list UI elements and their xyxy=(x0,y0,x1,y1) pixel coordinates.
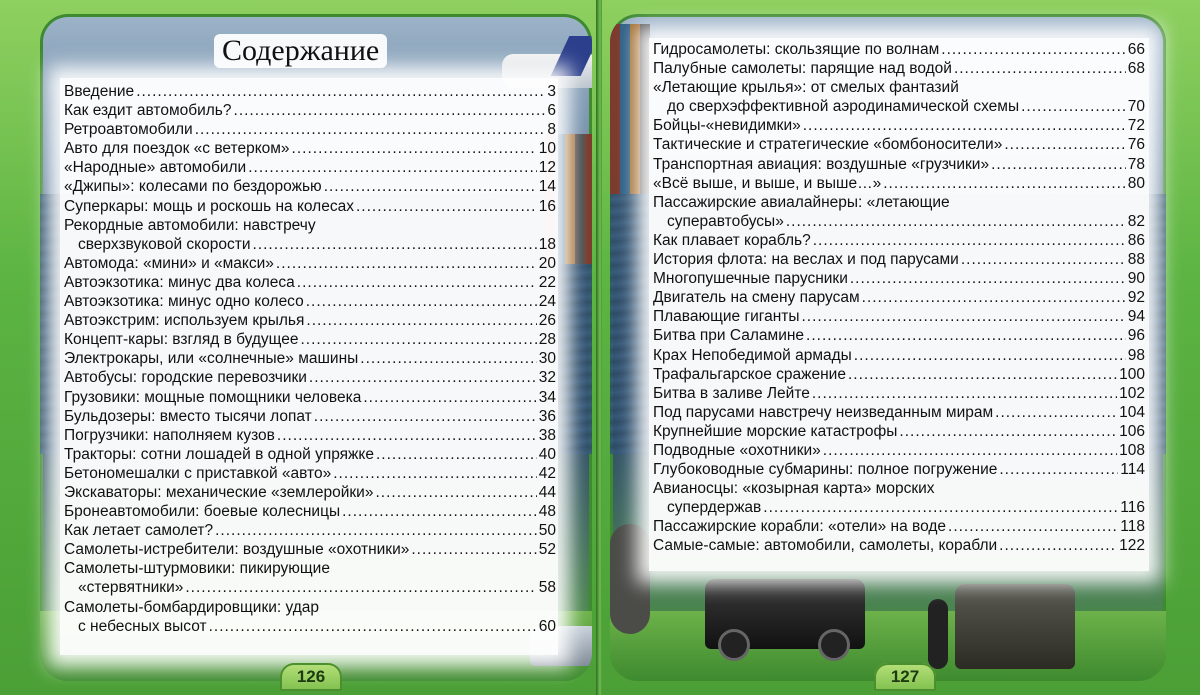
toc-page-number: 8 xyxy=(547,121,556,139)
toc-page-number: 3 xyxy=(547,83,556,100)
toc-entry xyxy=(653,174,1145,193)
toc-entry-title: Как плавает корабль? xyxy=(653,231,811,249)
toc-entry xyxy=(64,254,556,273)
leader-dots xyxy=(850,269,1126,288)
leader-dots xyxy=(995,403,1117,422)
leader-dots xyxy=(991,155,1126,174)
toc-entry-title: Подводные «охотники» xyxy=(653,441,821,459)
toc-entry xyxy=(64,82,556,101)
toc-page-number: 72 xyxy=(1127,117,1145,135)
toc-entry-title: Двигатель на смену парусам xyxy=(653,289,860,307)
toc-entry xyxy=(653,403,1145,422)
toc-entry-title: Бульдозеры: вместо тысячи лопат xyxy=(64,407,312,425)
toc-entry-title: Пассажирские корабли: «отели» на воде xyxy=(653,518,947,536)
toc-entry-title: Рекордные автомобили: навстречу xyxy=(64,216,316,234)
leader-dots xyxy=(961,250,1126,269)
toc-entry-title: «Летающие крылья»: от смелых фантазий xyxy=(653,79,959,97)
toc-entry-title: «Джипы»: колесами по бездорожью xyxy=(64,178,322,196)
toc-page-number: 106 xyxy=(1119,422,1145,440)
toc-page-number: 12 xyxy=(538,159,556,177)
racer-illustration xyxy=(928,599,948,669)
toc-page-number: 40 xyxy=(538,445,556,463)
toc-entry xyxy=(653,250,1145,269)
toc-page-number: 10 xyxy=(538,140,556,158)
toc-entry xyxy=(653,517,1145,536)
leader-dots xyxy=(806,326,1126,345)
toc-page-number: 76 xyxy=(1127,136,1145,154)
toc-entry xyxy=(64,464,556,483)
toc-page-number: 58 xyxy=(538,579,556,597)
toc-entry xyxy=(653,326,1145,345)
toc-entry xyxy=(64,540,556,559)
toc-page-number: 118 xyxy=(1120,518,1145,536)
toc-entry-title: Как ездит автомобиль? xyxy=(64,102,232,120)
leader-dots xyxy=(823,441,1117,460)
toc-entry xyxy=(653,460,1145,479)
left-page xyxy=(0,0,598,695)
toc-entry xyxy=(64,502,556,521)
toc-entry-title: Автоэкзотика: минус два колеса xyxy=(64,273,295,291)
toc-page-number: 16 xyxy=(538,197,556,215)
leader-dots xyxy=(276,254,537,273)
toc-entry-title: Битва в заливе Лейте xyxy=(653,384,810,402)
toc-entry xyxy=(653,231,1145,250)
toc-page-number: 24 xyxy=(538,293,556,311)
toc-entry-title: Автомода: «мини» и «макси» xyxy=(64,254,274,272)
toc-entry xyxy=(64,311,556,330)
leader-dots xyxy=(1021,97,1126,116)
leader-dots xyxy=(306,292,537,311)
toc-entry-title: Палубные самолеты: парящие над водой xyxy=(653,60,952,78)
toc-page-number: 116 xyxy=(1120,499,1145,517)
toc-entry-title: Ретроавтомобили xyxy=(64,121,193,139)
leader-dots xyxy=(234,101,546,120)
toc-entry xyxy=(653,365,1145,384)
toc-page-number: 52 xyxy=(538,541,556,559)
toc-entry xyxy=(64,426,556,445)
toc-entry-title: Электрокары, или «солнечные» машины xyxy=(64,350,359,368)
toc-entry-title: Концепт-кары: взгляд в будущее xyxy=(64,331,299,349)
toc-entry xyxy=(653,155,1145,174)
toc-entry xyxy=(64,177,556,196)
toc-page-number: 22 xyxy=(538,273,556,291)
toc-entry xyxy=(64,197,556,216)
toc-page-number: 38 xyxy=(538,426,556,444)
toc-entry xyxy=(64,101,556,120)
page-number-right: 127 xyxy=(874,663,936,691)
toc-entry-title: Суперкары: мощь и роскошь на колесах xyxy=(64,197,354,215)
leader-dots xyxy=(999,536,1117,555)
toc-entry-title: Введение xyxy=(64,83,135,100)
toc-entry-title: Экскаваторы: механические «землеройки» xyxy=(64,483,374,501)
toc-entry-title: «Народные» автомобили xyxy=(64,159,247,177)
leader-dots xyxy=(248,158,537,177)
toc-page-number: 86 xyxy=(1127,231,1145,249)
toc-page-number: 28 xyxy=(538,331,556,349)
leader-dots xyxy=(375,483,536,502)
toc-entry-title-continued: суперавтобусы» xyxy=(667,212,784,230)
toc-entry xyxy=(653,135,1145,154)
leader-dots xyxy=(763,498,1118,517)
leader-dots xyxy=(999,460,1118,479)
leader-dots xyxy=(941,40,1125,59)
leader-dots xyxy=(1004,135,1125,154)
toc-entry-title: Трафальгарское сражение xyxy=(653,365,846,383)
toc-entry xyxy=(64,368,556,387)
toc-entry-title: Крах Непобедимой армады xyxy=(653,346,852,364)
toc-entry-title: Крупнейшие морские катастрофы xyxy=(653,422,898,440)
toc-page-number: 66 xyxy=(1127,41,1145,58)
toc-entry xyxy=(653,40,1145,59)
toc-entry xyxy=(64,158,556,177)
toc-page-number: 94 xyxy=(1127,308,1145,326)
toc-page-number: 68 xyxy=(1127,60,1145,78)
suv-wheel-icon xyxy=(718,629,750,661)
toc-entry-title-continued: супердержав xyxy=(667,499,762,517)
leader-dots xyxy=(324,177,537,196)
toc-page-number: 98 xyxy=(1127,346,1145,364)
toc-page-number: 96 xyxy=(1127,327,1145,345)
right-page xyxy=(602,0,1200,695)
toc-entry-title: Авто для поездок «с ветерком» xyxy=(64,140,290,158)
toc-page-number: 42 xyxy=(538,464,556,482)
toc-page-number: 6 xyxy=(547,102,556,120)
toc-entry xyxy=(653,479,1145,517)
toc-page-number: 48 xyxy=(538,503,556,521)
toc-entry xyxy=(653,288,1145,307)
toc-entry-title: Глубоководные субмарины: полное погружение xyxy=(653,461,998,479)
toc-page-number: 70 xyxy=(1127,98,1145,116)
toc-entry-title: Бронеавтомобили: боевые колесницы xyxy=(64,503,341,521)
toc-page-number: 44 xyxy=(538,483,556,501)
toc-entry-title: Грузовики: мощные помощники человека xyxy=(64,388,362,406)
toc-page-number: 122 xyxy=(1119,537,1145,555)
leader-dots xyxy=(899,422,1117,441)
leader-dots xyxy=(803,116,1126,135)
leader-dots xyxy=(342,502,537,521)
toc-entry-title: Самые-самые: автомобили, самолеты, корабли xyxy=(653,537,998,555)
leader-dots xyxy=(786,212,1126,231)
toc-page-number: 78 xyxy=(1127,155,1145,173)
toc-entry xyxy=(64,598,556,636)
leader-dots xyxy=(954,59,1126,78)
toc-entry-title: Погрузчики: наполняем кузов xyxy=(64,426,275,444)
toc-entry xyxy=(64,292,556,311)
leader-dots xyxy=(277,426,537,445)
toc-page-number: 60 xyxy=(538,617,556,635)
toc-entry xyxy=(653,59,1145,78)
leader-dots xyxy=(813,231,1126,250)
toc-entry-title: Плавающие гиганты xyxy=(653,308,800,326)
toc-page-number: 90 xyxy=(1127,270,1145,288)
toc-entry xyxy=(653,116,1145,135)
leader-dots xyxy=(292,139,537,158)
toc-entry-title: Самолеты-бомбардировщики: удар xyxy=(64,598,320,616)
toc-page-number: 26 xyxy=(538,312,556,330)
toc-entry-title: Пассажирские авиалайнеры: «летающие xyxy=(653,193,950,211)
toc-page-number: 18 xyxy=(538,235,556,253)
leader-dots xyxy=(253,235,537,254)
toc-page-number: 88 xyxy=(1127,251,1145,269)
toc-entry-title: Автоэкстрим: используем крылья xyxy=(64,312,305,330)
truck-illustration xyxy=(955,584,1075,669)
leader-dots xyxy=(356,197,537,216)
leader-dots xyxy=(309,368,537,387)
toc-entry xyxy=(653,346,1145,365)
toc-entry xyxy=(64,330,556,349)
leader-dots xyxy=(301,330,537,349)
toc-entry-title-continued: «стервятники» xyxy=(78,579,184,597)
toc-entry-title-continued: сверхзвуковой скорости xyxy=(78,235,251,253)
toc-entry xyxy=(653,384,1145,403)
leader-dots xyxy=(948,517,1118,536)
leader-dots xyxy=(215,521,537,540)
toc-entry xyxy=(64,273,556,292)
toc-entry xyxy=(653,441,1145,460)
toc-entry-title: Гидросамолеты: скользящие по волнам xyxy=(653,41,940,58)
leader-dots xyxy=(848,365,1117,384)
toc-page-number: 36 xyxy=(538,407,556,425)
leader-dots xyxy=(376,445,537,464)
toc-entry xyxy=(653,78,1145,116)
toc-entry xyxy=(64,559,556,597)
toc-entry xyxy=(653,193,1145,231)
toc-page-number: 80 xyxy=(1127,174,1145,192)
suv-wheel-icon xyxy=(818,629,850,661)
toc-page-number: 30 xyxy=(538,350,556,368)
toc-entry xyxy=(653,422,1145,441)
toc-entry-title: История флота: на веслах и под парусами xyxy=(653,251,959,269)
toc-page-number: 102 xyxy=(1119,384,1145,402)
leader-dots xyxy=(812,384,1117,403)
toc-entry xyxy=(64,139,556,158)
page-title: Содержание xyxy=(214,34,387,68)
leader-dots xyxy=(360,349,536,368)
toc-page-number: 92 xyxy=(1127,289,1145,307)
leader-dots xyxy=(209,617,537,636)
toc-entry xyxy=(64,407,556,426)
toc-entry-title: Автобусы: городские перевозчики xyxy=(64,369,307,387)
toc-entry-title: Битва при Саламине xyxy=(653,327,805,345)
toc-entry-title-continued: до сверхэффективной аэродинамической схемы xyxy=(667,98,1020,116)
leader-dots xyxy=(195,120,546,139)
toc-page-number: 104 xyxy=(1119,403,1145,421)
toc-page-number: 32 xyxy=(538,369,556,387)
toc-entry-title: Многопушечные парусники xyxy=(653,270,848,288)
toc-list-right xyxy=(653,40,1145,556)
toc-entry xyxy=(64,216,556,254)
toc-entry-title: Самолеты-истребители: воздушные «охотники» xyxy=(64,541,410,559)
toc-entry-title: Авианосцы: «козырная карта» морских xyxy=(653,480,935,498)
leader-dots xyxy=(854,346,1126,365)
leader-dots xyxy=(306,311,536,330)
toc-entry-title: «Всё выше, и выше, и выше…» xyxy=(653,174,882,192)
toc-entry xyxy=(64,445,556,464)
toc-entry-title: Транспортная авиация: воздушные «грузчики» xyxy=(653,155,990,173)
toc-entry-title: Бетономешалки с приставкой «авто» xyxy=(64,464,332,482)
toc-entry xyxy=(653,536,1145,555)
toc-entry-title: Тактические и стратегические «бомбоносители» xyxy=(653,136,1003,154)
leader-dots xyxy=(314,407,537,426)
toc-entry xyxy=(653,307,1145,326)
leader-dots xyxy=(363,388,536,407)
leader-dots xyxy=(333,464,537,483)
leader-dots xyxy=(136,82,545,101)
toc-entry-title-continued: с небесных высот xyxy=(78,617,207,635)
toc-page-number: 50 xyxy=(538,522,556,540)
toc-entry-title: Как летает самолет? xyxy=(64,522,214,540)
leader-dots xyxy=(883,174,1126,193)
toc-list-left xyxy=(64,82,556,636)
toc-page-number: 100 xyxy=(1119,365,1145,383)
toc-entry xyxy=(653,269,1145,288)
page-number-left: 126 xyxy=(280,663,342,691)
toc-entry-title: Бойцы-«невидимки» xyxy=(653,117,801,135)
toc-entry xyxy=(64,120,556,139)
leader-dots xyxy=(297,273,537,292)
toc-entry-title: Автоэкзотика: минус одно колесо xyxy=(64,293,304,311)
toc-entry xyxy=(64,349,556,368)
toc-entry-title: Тракторы: сотни лошадей в одной упряжке xyxy=(64,445,374,463)
toc-entry-title: Под парусами навстречу неизведанным мирам xyxy=(653,403,994,421)
leader-dots xyxy=(802,307,1126,326)
leader-dots xyxy=(862,288,1126,307)
toc-page-number: 20 xyxy=(538,254,556,272)
toc-page-number: 14 xyxy=(538,178,556,196)
toc-page-number: 108 xyxy=(1119,441,1145,459)
leader-dots xyxy=(411,540,536,559)
toc-entry xyxy=(64,483,556,502)
container-ship-illustration-right xyxy=(610,24,650,194)
toc-entry xyxy=(64,521,556,540)
toc-page-number: 114 xyxy=(1120,461,1145,479)
leader-dots xyxy=(185,578,536,597)
toc-entry xyxy=(64,388,556,407)
toc-entry-title: Самолеты-штурмовики: пикирующие xyxy=(64,560,330,578)
elephant-illustration xyxy=(610,524,650,634)
toc-page-number: 34 xyxy=(538,388,556,406)
toc-page-number: 82 xyxy=(1127,212,1145,230)
